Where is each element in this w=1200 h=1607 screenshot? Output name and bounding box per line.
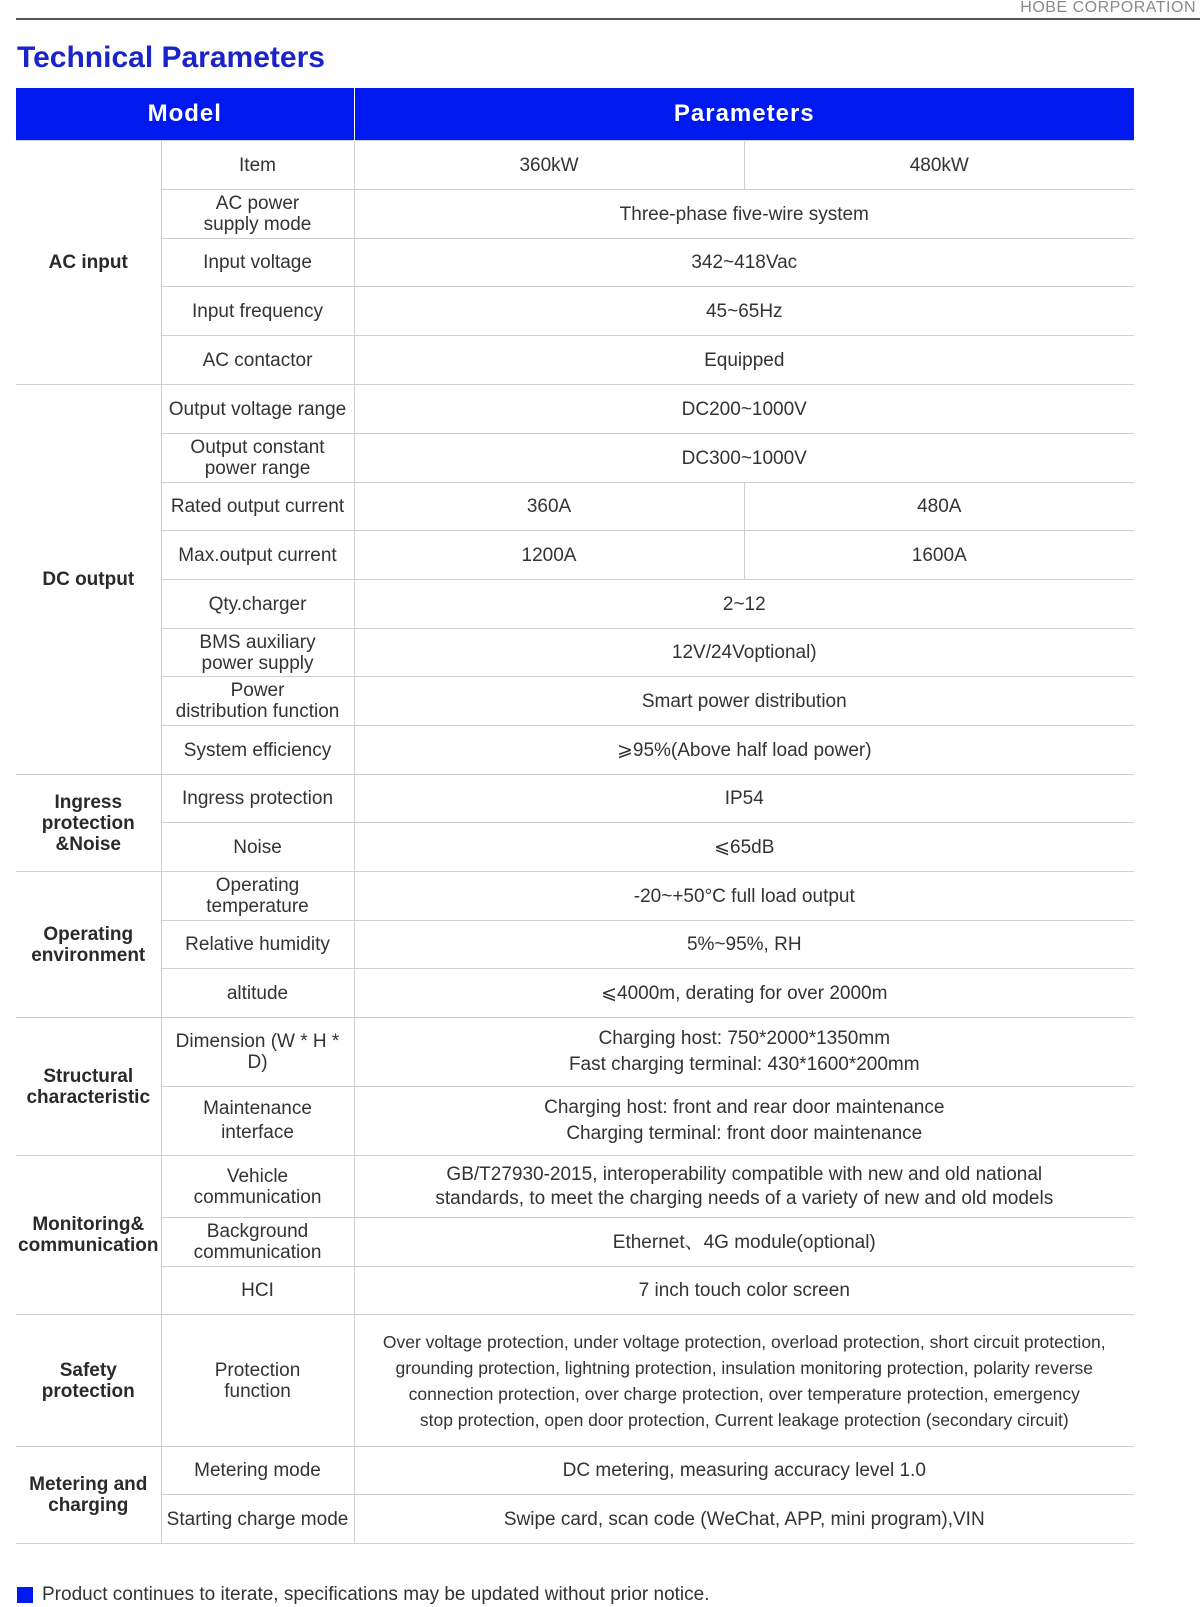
param-value: DC300~1000V — [354, 434, 1134, 483]
param-label: Metering mode — [161, 1447, 354, 1495]
table-row — [16, 726, 1134, 775]
param-label: HCI — [161, 1267, 354, 1315]
param-value: IP54 — [354, 775, 1134, 823]
param-value: 12V/24Voptional) — [354, 629, 1134, 677]
table-row — [16, 629, 1134, 677]
param-value: DC metering, measuring accuracy level 1.0 — [354, 1447, 1134, 1495]
param-label: Output voltage range — [161, 385, 354, 434]
footer-notice — [17, 1584, 710, 1606]
param-label: Operating temperature — [161, 872, 354, 921]
table-row — [16, 969, 1134, 1018]
param-value: Charging host: front and rear door maintenance Charging terminal: front door maintenance — [354, 1087, 1134, 1156]
table-row — [16, 823, 1134, 872]
table-row — [16, 1267, 1134, 1315]
param-label: Ingress protection — [161, 775, 354, 823]
param-value: ⩽4000m, derating for over 2000m — [354, 969, 1134, 1018]
param-value: Charging host: 750*2000*1350mm Fast charging terminal: 430*1600*200mm — [354, 1018, 1134, 1087]
param-label: Input voltage — [161, 239, 354, 287]
category-monitoring: Monitoring& communication — [16, 1156, 161, 1315]
param-value: 342~418Vac — [354, 239, 1134, 287]
param-value: ⩾95%(Above half load power) — [354, 726, 1134, 775]
table-row — [16, 580, 1134, 629]
table-row — [16, 1315, 1134, 1447]
param-label: Maintenance interface — [161, 1087, 354, 1156]
param-label: Background communication — [161, 1218, 354, 1267]
table-row — [16, 1495, 1134, 1544]
table-row — [16, 190, 1134, 239]
param-value: 5%~95%, RH — [354, 921, 1134, 969]
notice-text: Product continues to iterate, specifications may be updated without prior notice. — [42, 1584, 710, 1605]
param-value: 45~65Hz — [354, 287, 1134, 336]
category-structural: Structural characteristic — [16, 1018, 161, 1156]
param-label: altitude — [161, 969, 354, 1018]
param-label: Item — [161, 141, 354, 190]
category-ac-input: AC input — [16, 141, 161, 385]
category-safety: Safety protection — [16, 1315, 161, 1447]
param-label: Power distribution function — [161, 677, 354, 726]
param-value-480kw: 1600A — [744, 531, 1134, 580]
spec-table — [16, 88, 1134, 1544]
table-row — [16, 1018, 1134, 1087]
table-row — [16, 775, 1134, 823]
param-value: Equipped — [354, 336, 1134, 385]
param-label: Noise — [161, 823, 354, 872]
header-divider — [16, 18, 1200, 20]
table-row — [16, 385, 1134, 434]
param-value-480kw: 480kW — [744, 141, 1134, 190]
param-value: Smart power distribution — [354, 677, 1134, 726]
notice-square-icon — [17, 1587, 33, 1603]
param-value: DC200~1000V — [354, 385, 1134, 434]
category-dc-output: DC output — [16, 385, 161, 775]
param-label: Output constant power range — [161, 434, 354, 483]
param-label: Input frequency — [161, 287, 354, 336]
param-label: AC power supply mode — [161, 190, 354, 239]
table-header-row — [16, 88, 1134, 141]
param-value: Ethernet、4G module(optional) — [354, 1218, 1134, 1267]
brand-name: HOBE CORPORATION — [1020, 0, 1196, 16]
table-row — [16, 434, 1134, 483]
table-row — [16, 1156, 1134, 1218]
table-row — [16, 531, 1134, 580]
param-label: BMS auxiliary power supply — [161, 629, 354, 677]
table-row — [16, 1218, 1134, 1267]
param-label: Rated output current — [161, 483, 354, 531]
category-ingress-noise: Ingress protection &Noise — [16, 775, 161, 872]
page-title: Technical Parameters — [17, 41, 325, 74]
table-row — [16, 1087, 1134, 1156]
param-value: 2~12 — [354, 580, 1134, 629]
param-label: Dimension (W * H * D) — [161, 1018, 354, 1087]
table-row — [16, 921, 1134, 969]
param-value: Over voltage protection, under voltage protection, overload protection, short circuit protection, grounding protection, lightning protection, insulation monitoring protection, polarity reverse connection protection, over charge protection, over temperature protection, emergency stop protection, open door protection, Current leakage protection (secondary circuit) — [354, 1315, 1134, 1447]
table-row — [16, 483, 1134, 531]
param-value-360kw: 360A — [354, 483, 744, 531]
param-value: 7 inch touch color screen — [354, 1267, 1134, 1315]
param-value: Three-phase five-wire system — [354, 190, 1134, 239]
column-header-model: Model — [16, 88, 354, 141]
param-value-360kw: 360kW — [354, 141, 744, 190]
table-row — [16, 287, 1134, 336]
param-value: Swipe card, scan code (WeChat, APP, mini program),VIN — [354, 1495, 1134, 1544]
table-row — [16, 677, 1134, 726]
param-label: Qty.charger — [161, 580, 354, 629]
param-label: Starting charge mode — [161, 1495, 354, 1544]
param-label: AC contactor — [161, 336, 354, 385]
category-metering: Metering and charging — [16, 1447, 161, 1544]
column-header-parameters: Parameters — [354, 88, 1134, 141]
param-label: Vehicle communication — [161, 1156, 354, 1218]
param-value-360kw: 1200A — [354, 531, 744, 580]
table-row — [16, 1447, 1134, 1495]
param-label: System efficiency — [161, 726, 354, 775]
param-value: GB/T27930-2015, interoperability compatible with new and old national standards, to meet the charging needs of a variety of new and old models — [354, 1156, 1134, 1218]
param-label: Relative humidity — [161, 921, 354, 969]
param-label: Max.output current — [161, 531, 354, 580]
table-row — [16, 872, 1134, 921]
table-row — [16, 239, 1134, 287]
param-value: ⩽65dB — [354, 823, 1134, 872]
param-value: -20~+50°C full load output — [354, 872, 1134, 921]
param-label: Protection function — [161, 1315, 354, 1447]
table-row — [16, 336, 1134, 385]
table-row — [16, 141, 1134, 190]
category-operating-environment: Operating environment — [16, 872, 161, 1018]
param-value-480kw: 480A — [744, 483, 1134, 531]
